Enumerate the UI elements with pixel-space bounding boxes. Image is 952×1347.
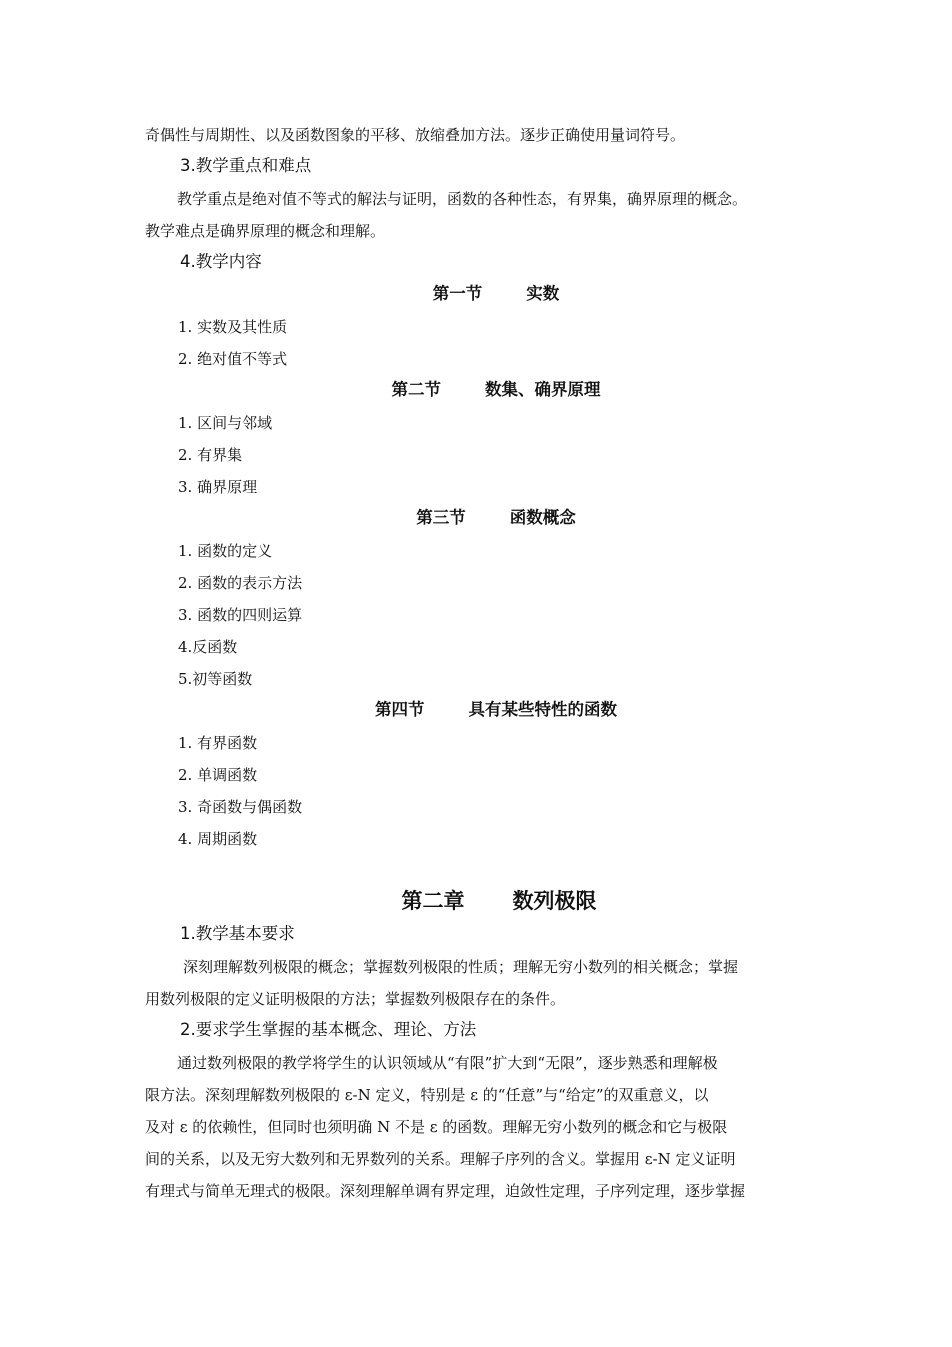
section-number: 第三节 — [416, 508, 466, 527]
paragraph-line: 及对 ε 的依赖性，但同时也须明确 N 不是 ε 的函数。理解无穷小数列的概念和它与极限 — [145, 1118, 728, 1136]
section-name: 实数 — [526, 284, 560, 303]
section-title — [0, 283, 952, 305]
paragraph-line: 有理式与简单无理式的极限。深刻理解单调有界定理，迫敛性定理，子序列定理，逐步掌握 — [145, 1182, 746, 1200]
list-item: 3. 奇函数与偶函数 — [178, 798, 303, 816]
list-item: 2. 函数的表示方法 — [178, 574, 303, 592]
heading-teaching-content: 4.教学内容 — [180, 252, 262, 271]
paragraph-line: 深刻理解数列极限的概念；掌握数列极限的性质；理解无穷小数列的相关概念；掌握 — [183, 958, 739, 976]
section-title — [0, 699, 952, 721]
paragraph-line: 间的关系，以及无穷大数列和无界数列的关系。理解子序列的含义。掌握用 ε-N 定义证明 — [145, 1150, 736, 1168]
paragraph-line: 奇偶性与周期性、以及函数图象的平移、放缩叠加方法。逐步正确使用量词符号。 — [145, 126, 686, 144]
heading-basic-requirements: 1.教学基本要求 — [180, 924, 295, 943]
list-item: 2. 绝对值不等式 — [178, 350, 288, 368]
section-title — [0, 507, 952, 529]
section-number: 第二节 — [391, 380, 441, 399]
paragraph-line: 教学重点是绝对值不等式的解法与证明，函数的各种性态，有界集，确界原理的概念。 — [177, 190, 748, 208]
heading-key-points: 3.教学重点和难点 — [180, 156, 312, 175]
chapter-number: 第二章 — [401, 889, 465, 913]
list-item: 2. 有界集 — [178, 446, 243, 464]
paragraph-line: 用数列极限的定义证明极限的方法；掌握数列极限存在的条件。 — [145, 990, 566, 1008]
list-item: 3. 确界原理 — [178, 478, 258, 496]
list-item: 1. 区间与邻域 — [178, 414, 273, 432]
chapter-name: 数列极限 — [512, 889, 597, 913]
list-item: 4.反函数 — [178, 638, 238, 656]
list-item: 1. 有界函数 — [178, 734, 258, 752]
list-item: 5.初等函数 — [178, 670, 253, 688]
section-title — [0, 379, 952, 401]
paragraph-line: 限方法。深刻理解数列极限的 ε-N 定义，特别是 ε 的“任意”与“给定”的双重意义，以 — [145, 1086, 709, 1104]
paragraph-line: 教学难点是确界原理的概念和理解。 — [145, 222, 386, 240]
list-item: 3. 函数的四则运算 — [178, 606, 303, 624]
chapter-title — [0, 887, 952, 915]
paragraph-line: 通过数列极限的教学将学生的认识领域从“有限”扩大到“无限”，逐步熟悉和理解极 — [177, 1054, 718, 1072]
section-number: 第四节 — [375, 700, 425, 719]
list-item: 4. 周期函数 — [178, 830, 258, 848]
list-item: 2. 单调函数 — [178, 766, 258, 784]
heading-key-concepts: 2.要求学生掌握的基本概念、理论、方法 — [180, 1020, 477, 1039]
list-item: 1. 函数的定义 — [178, 542, 273, 560]
section-name: 数集、确界原理 — [485, 380, 601, 399]
section-number: 第一节 — [432, 284, 483, 303]
list-item: 1. 实数及其性质 — [178, 318, 288, 336]
section-name: 具有某些特性的函数 — [468, 700, 617, 719]
section-name: 函数概念 — [509, 508, 576, 527]
